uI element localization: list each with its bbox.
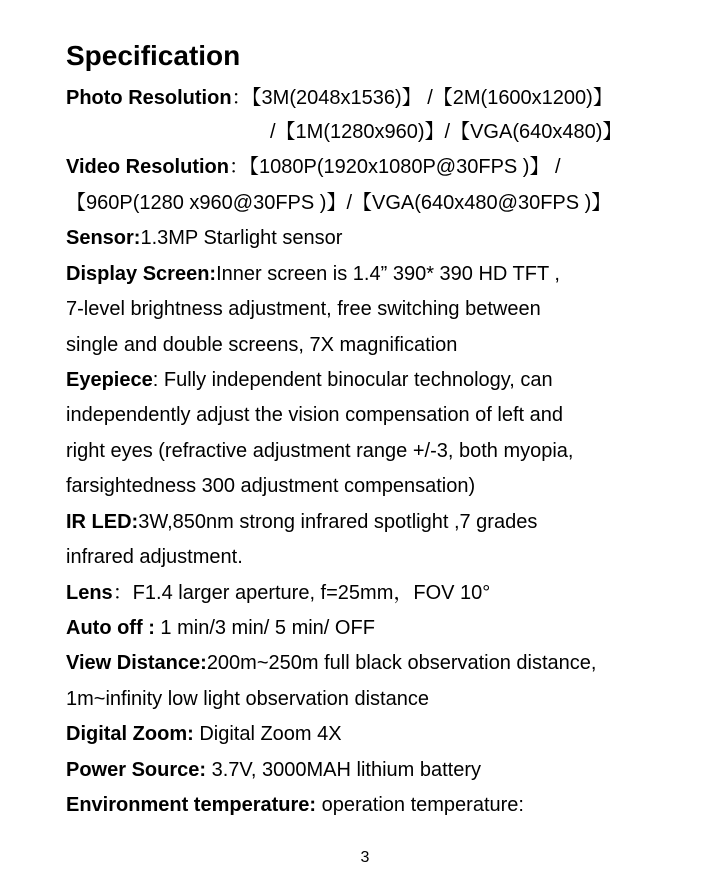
page-number: 3: [360, 849, 370, 866]
spec-text: /【1M(1280x960)】/【VGA(640x480)】: [270, 121, 623, 143]
spec-line-eyepiece-cont-1: [66, 403, 563, 427]
spec-line-power-source: [66, 758, 481, 782]
spec-label: Digital Zoom:: [66, 723, 194, 745]
spec-line-auto-off: [66, 616, 375, 640]
spec-line-digital-zoom: [66, 722, 342, 746]
spec-line-environment-temperature: [66, 793, 524, 817]
spec-line-ir-led-cont: [66, 545, 243, 569]
spec-label: Power Source:: [66, 759, 207, 781]
spec-line-video-resolution: [66, 155, 561, 179]
spec-label: View Distance:: [66, 652, 207, 674]
spec-text: single and double screens, 7X magnification: [66, 334, 458, 356]
spec-line-eyepiece-cont-3: [66, 474, 475, 498]
spec-line-view-distance-cont: [66, 687, 429, 711]
spec-line-sensor: [66, 226, 342, 250]
spec-line-ir-led: [66, 510, 537, 534]
spec-text: ：F1.4 larger aperture, f=25mm，FOV 10°: [112, 582, 491, 604]
spec-label: Lens: [66, 582, 113, 604]
spec-text: : Fully independent binocular technology, can: [152, 369, 553, 391]
spec-label: Photo Resolution: [66, 87, 232, 109]
spec-label: Eyepiece: [66, 369, 153, 391]
spec-label: Sensor:: [66, 227, 141, 249]
spec-text: independently adjust the vision compensation of left and: [66, 404, 564, 426]
spec-text: Inner screen is 1.4” 390* 390 HD TFT ,: [216, 263, 560, 285]
spec-text: Digital Zoom 4X: [193, 723, 342, 745]
spec-line-video-resolution-cont: [66, 191, 611, 215]
spec-text: right eyes (refractive adjustment range +/-3, both myopia,: [66, 440, 574, 462]
spec-line-eyepiece-cont-2: [66, 439, 573, 463]
spec-label: Environment temperature:: [66, 794, 317, 816]
spec-text: 7-level brightness adjustment, free switching between: [66, 298, 541, 320]
spec-label: Auto off :: [66, 617, 155, 639]
spec-text: operation temperature:: [316, 794, 524, 816]
spec-text: 3.7V, 3000MAH lithium battery: [206, 759, 482, 781]
spec-text: 【960P(1280 x960@30FPS )】/【VGA(640x480@30FPS )】: [66, 192, 612, 214]
spec-text: 1.3MP Starlight sensor: [140, 227, 343, 249]
spec-text: ：【3M(2048x1536)】 /【2M(1600x1200)】: [231, 87, 613, 109]
page-title: Specification: [66, 40, 241, 71]
spec-line-eyepiece: [66, 368, 553, 392]
spec-text: ：【1080P(1920x1080P@30FPS )】 /: [228, 156, 561, 178]
spec-label: Video Resolution: [66, 156, 229, 178]
spec-text: farsightedness 300 adjustment compensation): [66, 475, 476, 497]
spec-text: 200m~250m full black observation distance,: [206, 652, 597, 674]
spec-label: IR LED:: [66, 511, 139, 533]
spec-line-display-screen-cont-2: [66, 333, 457, 357]
spec-text: 1 min/3 min/ 5 min/ OFF: [154, 617, 375, 639]
spec-text: 3W,850nm strong infrared spotlight ,7 grades: [138, 511, 538, 533]
spec-line-photo-resolution-cont: [270, 120, 622, 144]
spec-line-display-screen-cont-1: [66, 297, 541, 321]
spec-line-display-screen: [66, 262, 560, 286]
spec-label: Display Screen:: [66, 263, 217, 285]
spec-line-lens: [66, 581, 490, 605]
spec-line-view-distance: [66, 651, 596, 675]
spec-text: infrared adjustment.: [66, 546, 243, 568]
spec-text: 1m~infinity low light observation distance: [66, 688, 429, 710]
spec-line-photo-resolution: [66, 86, 613, 110]
